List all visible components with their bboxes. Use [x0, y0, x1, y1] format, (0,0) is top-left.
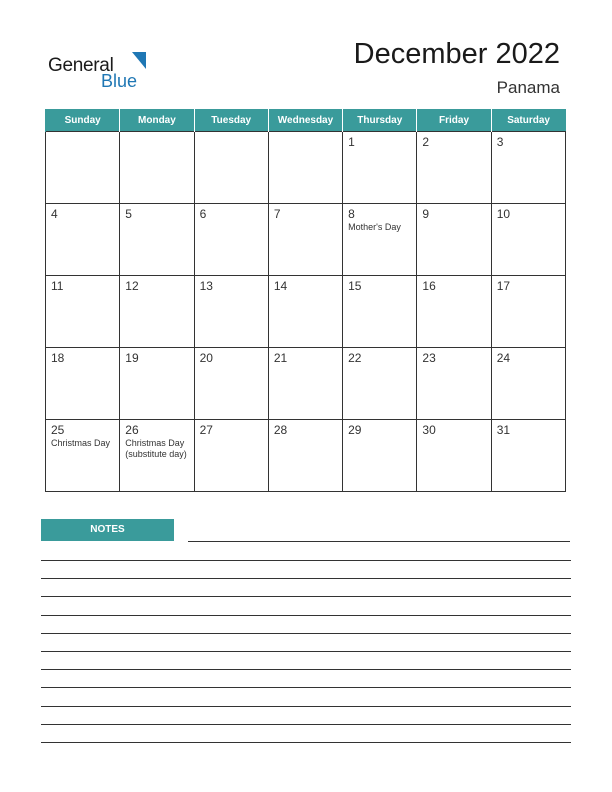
day-number: 3 [496, 135, 504, 149]
day-cell [417, 276, 491, 348]
day-number: 31 [496, 423, 511, 437]
weekday-sunday: Sunday [46, 109, 120, 132]
notes-line [41, 669, 571, 670]
logo [48, 52, 148, 92]
day-cell [417, 204, 491, 276]
weekday-thursday: Thursday [343, 109, 417, 132]
day-cell [491, 204, 565, 276]
weekday-monday: Monday [120, 109, 194, 132]
day-cell [343, 132, 417, 204]
day-number: 17 [496, 279, 511, 293]
day-number: 22 [348, 351, 362, 365]
notes-line [41, 651, 571, 652]
day-number: 28 [273, 423, 288, 437]
day-number: 2 [422, 135, 430, 149]
notes-line [41, 560, 571, 561]
day-number: 15 [348, 279, 362, 293]
day-number: 4 [51, 207, 58, 221]
day-number: 18 [51, 351, 65, 365]
weekday-tuesday: Tuesday [194, 109, 268, 132]
day-cell [194, 204, 268, 276]
notes-line [41, 578, 571, 579]
day-cell [194, 276, 268, 348]
page-title: December 2022 [353, 38, 560, 70]
day-number: 7 [273, 207, 281, 221]
day-number: 23 [422, 351, 436, 365]
weekday-friday: Friday [417, 109, 491, 132]
day-cell [120, 204, 194, 276]
day-cell [46, 204, 120, 276]
week-row [46, 420, 566, 492]
day-number: 21 [273, 351, 288, 365]
day-number: 12 [125, 279, 139, 293]
day-number: 13 [199, 279, 213, 293]
day-number: 20 [199, 351, 213, 365]
week-row [46, 132, 566, 204]
day-number: 26 [125, 423, 139, 437]
day-cell [491, 132, 565, 204]
week-row [46, 348, 566, 420]
holiday-label: Christmas Day [51, 438, 111, 448]
day-number: 11 [51, 279, 64, 293]
notes-line [41, 706, 571, 707]
notes-line [41, 687, 571, 688]
day-cell [46, 420, 120, 492]
country-label: Panama [496, 78, 560, 97]
day-cell [268, 420, 342, 492]
day-cell [120, 132, 194, 204]
day-cell [268, 276, 342, 348]
day-number: 25 [51, 423, 65, 437]
day-number: 5 [125, 207, 132, 221]
holiday-label: Christmas Day (substitute day) [125, 438, 187, 459]
day-cell [491, 276, 565, 348]
week-row [46, 276, 566, 348]
day-cell [120, 420, 194, 492]
day-number: 27 [199, 423, 213, 437]
day-number: 9 [422, 207, 430, 221]
day-number: 1 [348, 135, 355, 149]
notes-line [41, 724, 571, 725]
day-cell [120, 348, 194, 420]
day-cell [46, 132, 120, 204]
day-cell [194, 132, 268, 204]
day-cell [491, 348, 565, 420]
day-cell [268, 204, 342, 276]
day-number: 14 [273, 279, 288, 293]
day-number: 24 [496, 351, 511, 365]
weekday-header-row [46, 109, 566, 132]
logo-triangle-icon [124, 52, 146, 70]
notes-line [41, 615, 571, 616]
notes-line [41, 742, 571, 743]
day-cell [46, 276, 120, 348]
day-cell [194, 348, 268, 420]
logo-general-text: General [48, 55, 114, 76]
day-cell [417, 420, 491, 492]
calendar-grid [45, 109, 566, 492]
weekday-wednesday: Wednesday [268, 109, 342, 132]
day-number: 10 [496, 207, 511, 221]
holiday-label: Mother's Day [348, 222, 401, 232]
day-number: 19 [125, 351, 139, 365]
day-cell [268, 348, 342, 420]
day-number: 6 [199, 207, 207, 221]
day-number: 29 [348, 423, 362, 437]
notes-line [41, 633, 571, 634]
day-cell [417, 348, 491, 420]
day-cell [46, 348, 120, 420]
day-cell [417, 132, 491, 204]
day-cell [491, 420, 565, 492]
day-cell [268, 132, 342, 204]
day-number: 30 [422, 423, 436, 437]
week-row [46, 204, 566, 276]
logo-blue-text: Blue [101, 71, 138, 91]
notes-line [188, 541, 570, 542]
day-cell [343, 204, 417, 276]
weekday-saturday: Saturday [491, 109, 565, 132]
day-cell [343, 420, 417, 492]
day-number: 16 [422, 279, 436, 293]
day-cell [194, 420, 268, 492]
day-cell [343, 348, 417, 420]
day-cell [343, 276, 417, 348]
day-cell [120, 276, 194, 348]
day-number: 8 [348, 207, 355, 221]
notes-label: NOTES [41, 519, 174, 541]
notes-line [41, 596, 571, 597]
